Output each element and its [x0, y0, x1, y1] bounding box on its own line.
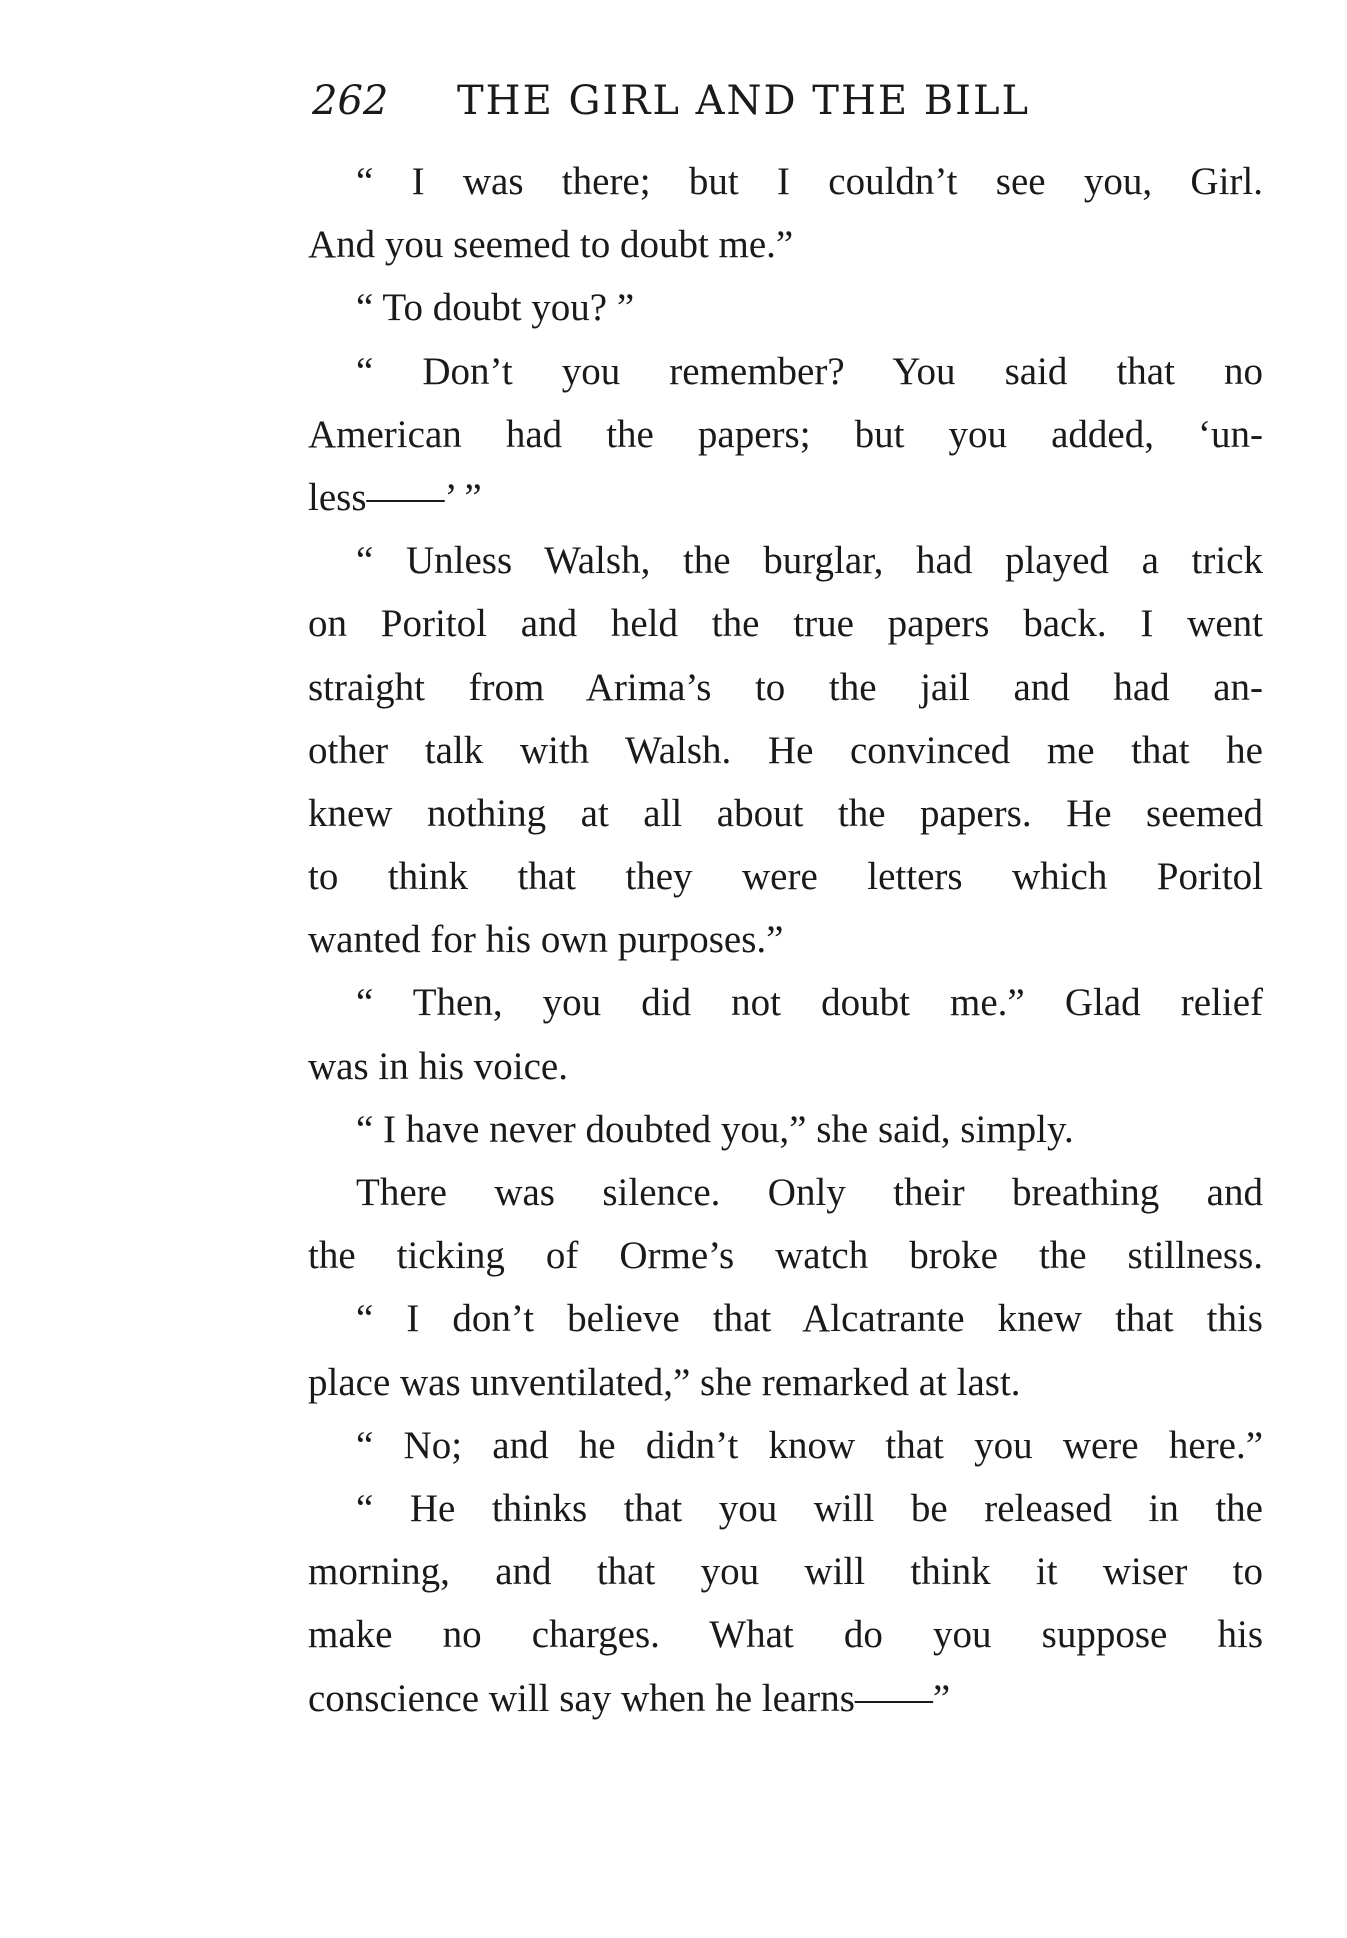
text-line: American had the papers; but you added, ‘un-: [308, 412, 1263, 456]
text-line: “ I was there; but I couldn’t see you, Girl.: [356, 160, 1263, 203]
text-line: place was unventilated,” she remarked at last.: [308, 1360, 1021, 1404]
page-header: [312, 78, 1262, 138]
text-line: on Poritol and held the true papers back. I went: [308, 602, 1263, 646]
text-line: straight from Arima’s to the jail and had an-: [308, 665, 1263, 709]
text-line: was in his voice.: [308, 1044, 568, 1088]
text-line: “ To doubt you? ”: [356, 286, 635, 330]
text-line: “ I have never doubted you,” she said, simply.: [356, 1107, 1074, 1151]
text-line: wanted for his own purposes.”: [308, 918, 784, 962]
running-title: THE GIRL AND THE BILL: [457, 78, 1031, 124]
page-number: 262: [312, 78, 389, 124]
text-line: There was silence. Only their breathing and: [356, 1171, 1263, 1214]
text-line: other talk with Walsh. He convinced me that he: [308, 728, 1263, 772]
text-line: less——’ ”: [308, 475, 482, 519]
text-line: “ Don’t you remember? You said that no: [356, 349, 1263, 393]
text-line: “ I don’t believe that Alcatrante knew that this: [356, 1297, 1263, 1341]
text-line: And you seemed to doubt me.”: [308, 223, 794, 267]
text-line: “ Then, you did not doubt me.” Glad relief: [356, 981, 1263, 1025]
text-line: “ Unless Walsh, the burglar, had played a trick: [356, 539, 1263, 583]
text-line: “ No; and he didn’t know that you were here.”: [356, 1423, 1263, 1467]
text-line: to think that they were letters which Poritol: [308, 855, 1263, 899]
text-line: conscience will say when he learns——”: [308, 1676, 951, 1720]
body-text: [308, 150, 1263, 1730]
text-line: “ He thinks that you will be released in the: [356, 1486, 1263, 1530]
text-line: morning, and that you will think it wiser to: [308, 1550, 1263, 1594]
text-line: knew nothing at all about the papers. He seemed: [308, 791, 1263, 835]
text-line: the ticking of Orme’s watch broke the stillness.: [308, 1234, 1263, 1278]
text-line: make no charges. What do you suppose his: [308, 1613, 1263, 1657]
